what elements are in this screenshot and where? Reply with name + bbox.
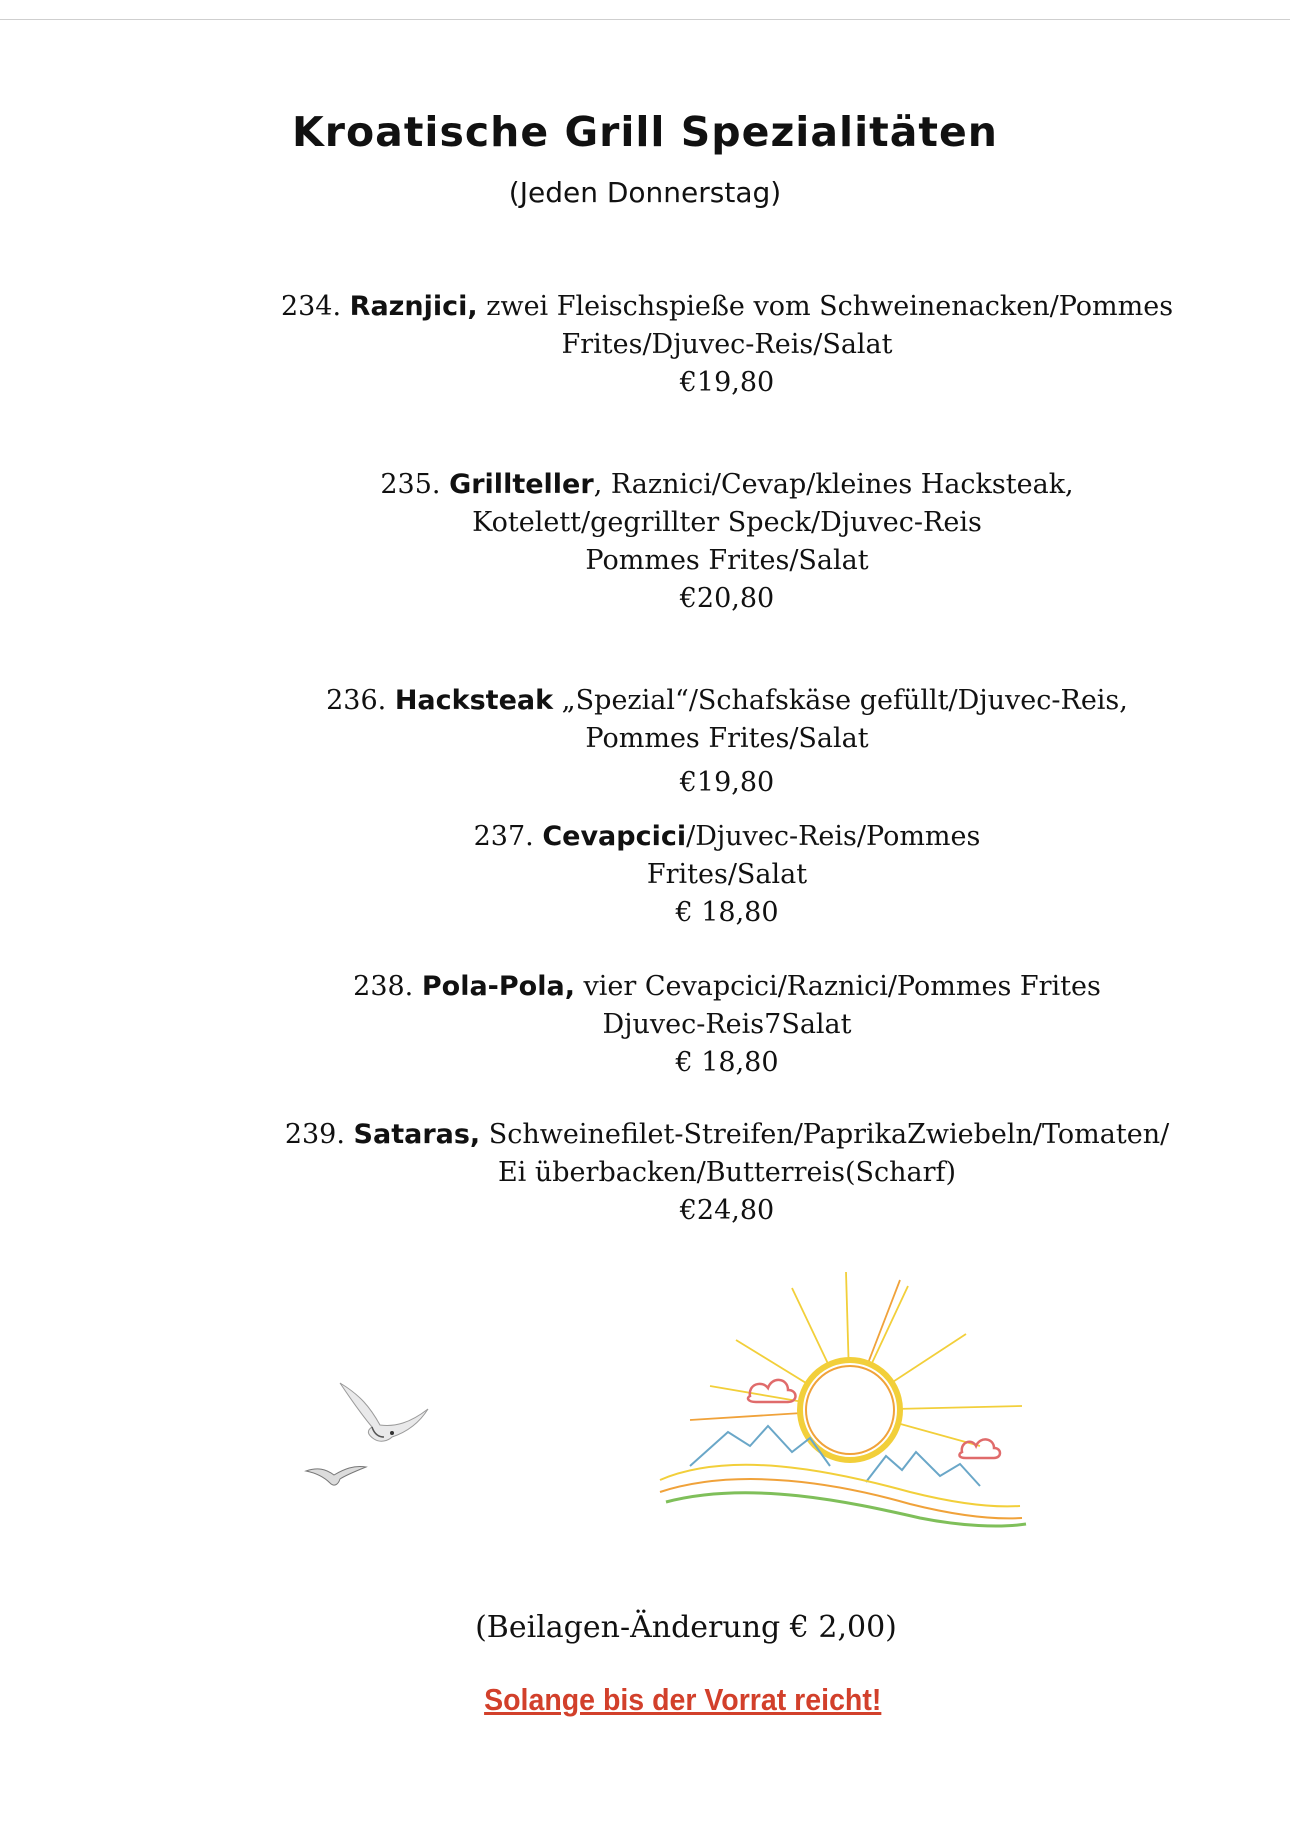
- item-description: Pommes Frites/Salat: [585, 545, 869, 576]
- item-number: 239.: [284, 1119, 345, 1150]
- seagull-small: [306, 1466, 366, 1485]
- item-name: Pola-Pola,: [421, 971, 575, 1002]
- page-title: Kroatische Grill Spezialitäten: [292, 108, 998, 156]
- item-price: € 18,80: [675, 1047, 779, 1078]
- item-description: /Djuvec-Reis/Pommes: [686, 821, 981, 852]
- item-description: Frites/Salat: [646, 859, 808, 890]
- item-description: Ei überbacken/Butterreis(Scharf): [497, 1157, 957, 1188]
- sun-landscape-illustration: [650, 1270, 1030, 1530]
- item-number: 235.: [380, 469, 441, 500]
- item-description: , Raznici/Cevap/kleines Hacksteak,: [593, 469, 1074, 500]
- menu-item-236: [82, 682, 1290, 802]
- item-description: zwei Fleischspieße vom Schweinenacken/Pommes: [486, 291, 1174, 322]
- item-description: Frites/Djuvec-Reis/Salat: [561, 329, 893, 360]
- page-subtitle: (Jeden Donnerstag): [508, 176, 782, 209]
- item-price: €19,80: [679, 767, 775, 798]
- item-description: Kotelett/gegrillter Speck/Djuvec-Reis: [472, 507, 982, 538]
- item-price: €20,80: [679, 583, 775, 614]
- item-name: Grillteller: [449, 469, 594, 500]
- menu-item-237: [82, 818, 1290, 932]
- item-number: 237.: [473, 821, 534, 852]
- item-description: Schweinefilet-Streifen/PaprikaZwiebeln/Tomaten/: [488, 1119, 1170, 1150]
- seagull-large: [340, 1383, 428, 1441]
- item-number: 238.: [353, 971, 414, 1002]
- supply-notice: Solange bis der Vorrat reicht!: [484, 1682, 882, 1717]
- item-number: 236.: [326, 685, 387, 716]
- item-name: Hacksteak: [394, 685, 554, 716]
- cloud-icon: [959, 1439, 1000, 1458]
- menu-item-239: [82, 1116, 1290, 1230]
- item-name: Raznjici,: [349, 291, 478, 322]
- item-description: vier Cevapcici/Raznici/Pommes Frites: [583, 971, 1101, 1002]
- item-name: Sataras,: [353, 1119, 481, 1150]
- item-price: €24,80: [679, 1195, 775, 1226]
- side-dish-change-note: (Beilagen-Änderung € 2,00): [475, 1610, 897, 1645]
- item-number: 234.: [280, 291, 342, 322]
- item-name: Cevapcici: [542, 821, 687, 852]
- menu-item-235: [82, 466, 1290, 618]
- item-description: Djuvec-Reis7Salat: [602, 1009, 852, 1040]
- item-price: € 18,80: [675, 897, 779, 928]
- menu-item-234: [82, 288, 1290, 402]
- top-divider: [0, 19, 1290, 20]
- seagulls-illustration: [300, 1375, 500, 1505]
- menu-item-238: [82, 968, 1290, 1082]
- item-description: „Spezial“/Schafskäse gefüllt/Djuvec-Reis,: [561, 685, 1128, 716]
- item-price: €19,80: [679, 367, 775, 398]
- item-description: Pommes Frites/Salat: [585, 723, 869, 754]
